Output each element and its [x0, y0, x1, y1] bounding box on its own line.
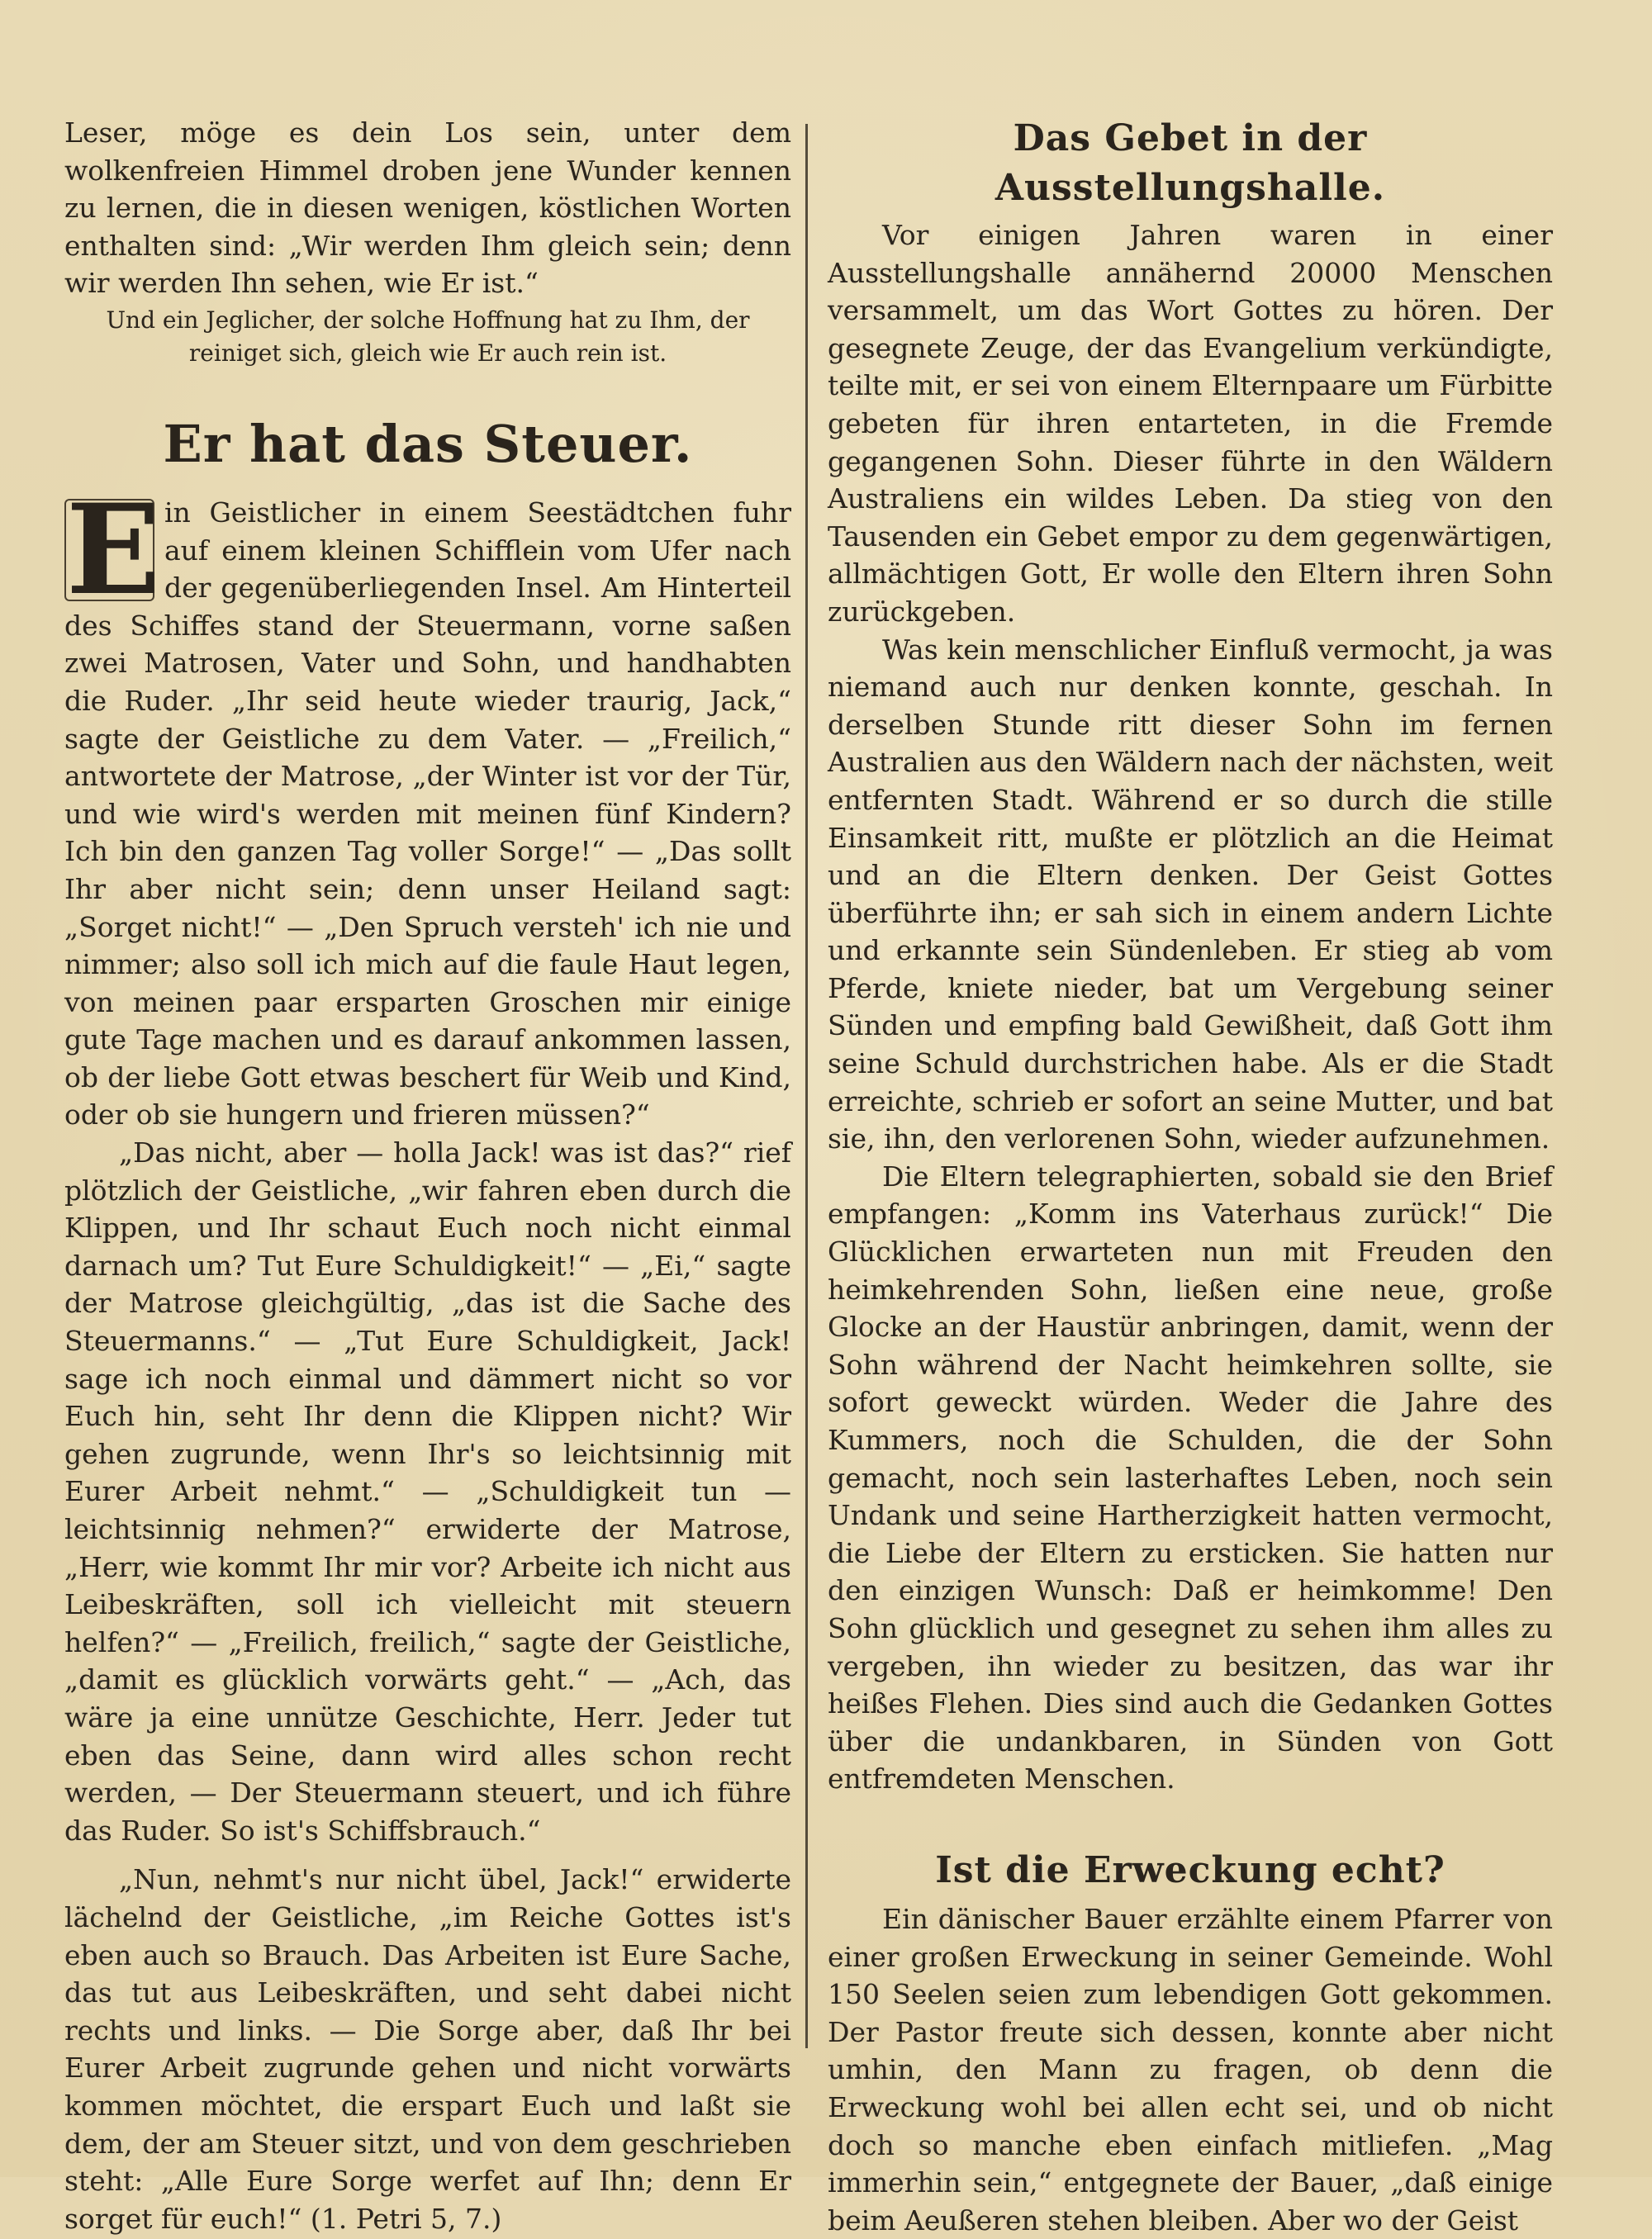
column-divider	[805, 124, 808, 2048]
article-paragraph: „Nun, nehmt's nur nicht übel, Jack!“ erwiderte lächelnd der Geistliche, „im Reiche Gottes ist's eben auch so Brauch. Das Arbeiten ist Eure Sache, das tut aus Leibeskräften, und seht dabei nicht rechts und links. — Die Sorge aber, daß Ihr bei Eurer Arbeit zugrunde gehen und nicht vorwärts kommen möchtet, die erspart Euch und laßt sie dem, der am Steuer sitzt, und von dem geschrieben steht: „Alle Eure Sorge werfet auf Ihn; denn Er sorget für euch!“ (1. Petri 5, 7.)	[64, 1863, 791, 2235]
article-paragraph: Was kein menschlicher Einfluß vermocht, ja was niemand auch nur denken konnte, geschah. In derselben Stunde ritt dieser Sohn im fernen Australien aus den Wäldern nach der nächsten, weit entfernten Stadt. Während er so durch die stille Einsamkeit ritt, mußte er plötzlich an die Heimat und an die Eltern denken. Der Geist Gottes überführte ihn; er sah sich in einem andern Lichte und erkannte sein Sündenleben. Er stieg ab vom Pferde, kniete nieder, bat um Vergebung seiner Sünden und empfing bald Gewißheit, daß Gott ihm seine Schuld durchstrichen habe. Als er die Stadt erreichte, schrieb er sofort an seine Mutter, und bat sie, ihn, den verlorenen Sohn, wieder aufzunehmen.	[828, 633, 1553, 1155]
paragraph-text: in Geistlicher in einem Seestädtchen fuhr auf einem kleinen Schifflein vom Ufer nach der gegenüberliegenden Insel. Am Hinterteil des Schiffes stand der Steuermann, vorne saßen zwei Matrosen, Vater und Sohn, und handhabten die Ruder. „Ihr seid heute wieder traurig, Jack,“ sagte der Geistliche zu dem Vater. — „Freilich,“ antwortete der Matrose, „der Winter ist vor der Tür, und wie wird's werden mit meinen fünf Kindern? Ich bin den ganzen Tag voller Sorge!“ — „Das sollt Ihr aber nicht sein; denn unser Heiland sagt: „Sorget nicht!“ — „Den Spruch versteh' ich nie und nimmer; also soll ich mich auf die faule Haut legen, von meinen paar ersparten Groschen mir einige gute Tage machen und es darauf ankommen lassen, ob der liebe Gott etwas beschert für Weib und Kind, oder ob sie hungern und frieren müssen?“	[64, 496, 791, 1131]
article-paragraph: „Das nicht, aber — holla Jack! was ist das?“ rief plötzlich der Geistliche, „wir fahren eben durch die Klippen, und Ihr schaut Euch noch nicht einmal darnach um? Tut Eure Schuldigkeit!“ — „Ei,“ sagte der Matrose gleichgültig, „das ist die Sache des Steuermanns.“ — „Tut Eure Schuldigkeit, Jack! sage ich noch einmal und dämmert nicht so vor Euch hin, seht Ihr denn die Klippen nicht? Wir gehen zugrunde, wenn Ihr's so leichtsinnig mit Eurer Arbeit nehmt.“ — „Schuldigkeit tun — leichtsinnig nehmen?“ erwiderte der Matrose, „Herr, wie kommt Ihr mir vor? Arbeite ich nicht aus Leibeskräften, soll ich vielleicht mit steuern helfen?“ — „Freilich, freilich,“ sagte der Geistliche, „damit es glücklich vorwärts geht.“ — „Ach, das wäre ja eine unnütze Geschichte, Herr. Jeder tut eben das Seine, dann wird alles schon recht werden, — Der Steuermann steuert, und ich führe das Ruder. So ist's Schiffsbrauch.“	[64, 1136, 791, 1847]
article-title-erweckung: Ist die Erweckung echt?	[935, 1848, 1446, 1891]
bible-verse: Und ein Jeglicher, der solche Hoffnung hat zu Ihm, der reiniget sich, gleich wie Er auch rein ist.	[106, 306, 750, 367]
article-title-steuer: Er hat das Steuer.	[163, 413, 693, 474]
article-paragraph: Die Eltern telegraphierten, sobald sie den Brief empfangen: „Komm ins Vaterhaus zurück!“ Die Glücklichen erwarteten nun mit Freuden den heimkehrenden Sohn, ließen eine neue, große Glocke an der Haustür anbringen, damit, wenn der Sohn während der Nacht heimkehren sollte, sie sofort geweckt würden. Weder die Jahre des Kummers, noch die Schulden, die der Sohn gemacht, noch sein lasterhaftes Leben, noch sein Undank und seine Hartherzigkeit hatten vermocht, die Liebe der Eltern zu ersticken. Sie hatten nur den einzigen Wunsch: Daß er heimkomme! Den Sohn glücklich und gesegnet zu sehen ihm alles zu vergeben, ihn wieder zu besitzen, das war ihr heißes Flehen. Dies sind auch die Gedanken Gottes über die undankbaren, in Sünden von Gott entfremdeten Menschen.	[828, 1160, 1553, 1795]
article-paragraph: Ein dänischer Bauer erzählte einem Pfarrer von einer großen Erweckung in seiner Gemeinde. Wohl 150 Seelen seien zum lebendigen Gott gekommen. Der Pastor freute sich dessen, konnte aber nicht umhin, den Mann zu fragen, ob denn die Erweckung wohl bei allen echt sei, und ob nicht doch so manche eben einfach mitliefen. „Mag immerhin sein,“ entgegnete der Bauer, „daß einige beim Aeußeren stehen bleiben. Aber wo der Geist	[828, 1902, 1553, 2237]
article-paragraph	[64, 477, 791, 1134]
left-column	[64, 114, 791, 2237]
article-paragraph: Vor einigen Jahren waren in einer Ausstellungshalle annähernd 20000 Menschen versammelt, um das Wort Gottes zu hören. Der gesegnete Zeuge, der das Evangelium verkündigte, teilte mit, er sei von einem Elternpaare um Fürbitte gebeten für ihren entarteten, in die Fremde gegangenen Sohn. Dieser führte in den Wäldern Australiens ein wildes Leben. Da stieg von den Tausenden ein Gebet empor zu dem gegenwärtigen, allmächtigen Gott, Er wolle den Eltern ihren Sohn zurückgeben.	[828, 219, 1553, 628]
intro-paragraph: Leser, möge es dein Los sein, unter dem wolkenfreien Himmel droben jene Wunder kennen zu lernen, die in diesen wenigen, köstlichen Worten enthalten sind: „Wir werden Ihm gleich sein; denn wir werden Ihn sehen, wie Er ist.“	[64, 116, 791, 300]
drop-cap: E	[66, 477, 161, 623]
right-column	[828, 114, 1553, 2239]
article-title-gebet: Das Gebet in der Ausstellungshalle.	[995, 117, 1386, 209]
